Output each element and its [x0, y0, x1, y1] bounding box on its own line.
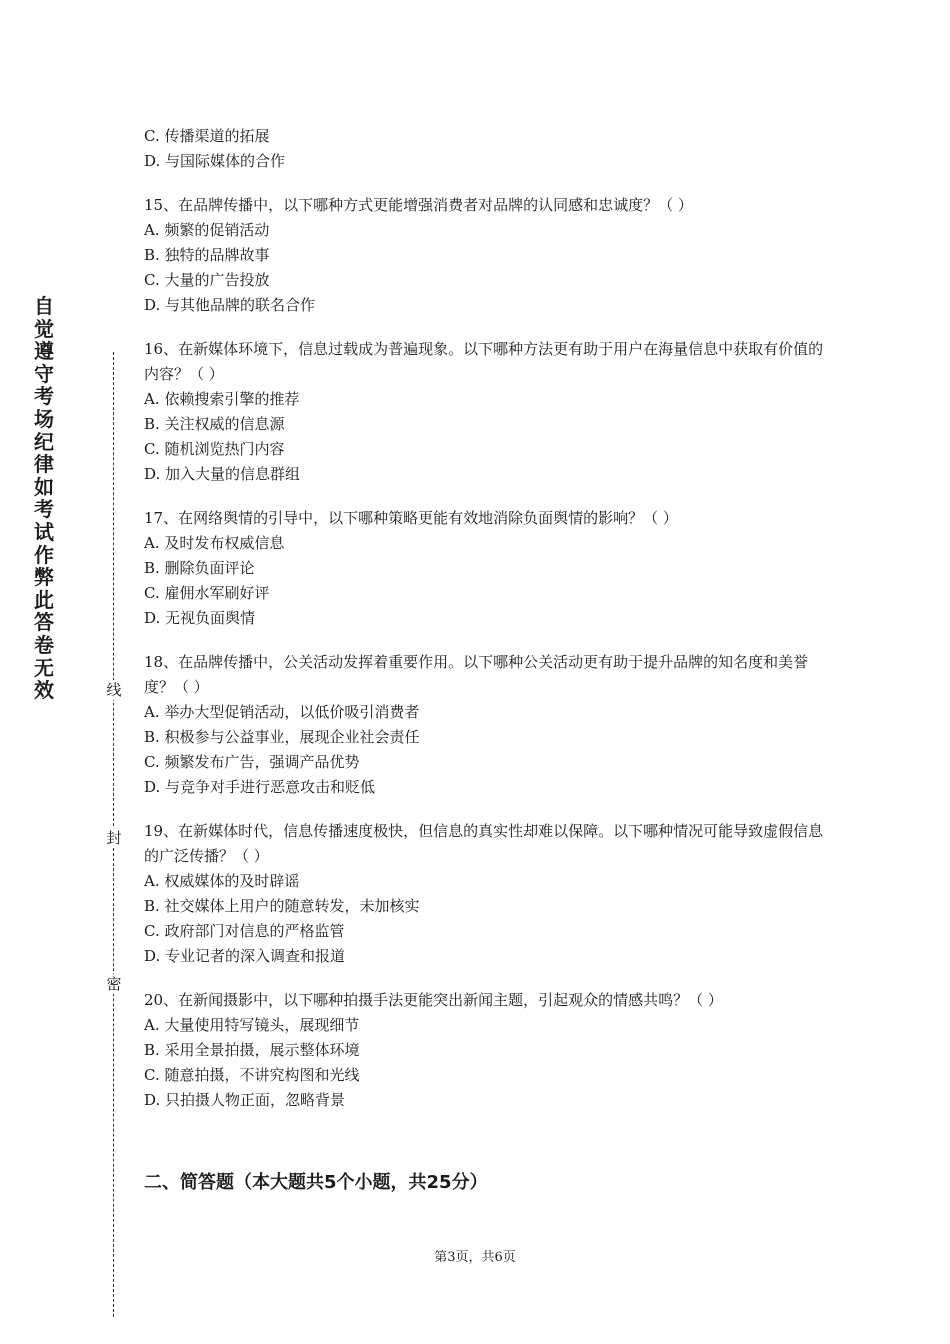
question-stem: 17、在网络舆情的引导中，以下哪种策略更能有效地消除负面舆情的影响？（ ） — [144, 509, 678, 527]
option-c: C. 大量的广告投放 — [144, 271, 270, 289]
exam-rules-vertical-text — [29, 295, 59, 702]
option-a: A. 依赖搜索引擎的推荐 — [144, 390, 300, 408]
option-a: A. 及时发布权威信息 — [144, 534, 285, 552]
question-list — [144, 124, 824, 1132]
option-d: D. 只拍摄人物正面，忽略背景 — [144, 1091, 346, 1109]
question-stem: 18、在品牌传播中，公关活动发挥着重要作用。以下哪种公关活动更有助于提升品牌的知名度和美誉度？（ ） — [144, 653, 809, 696]
option-a: A. 举办大型促销活动，以低价吸引消费者 — [144, 703, 420, 721]
option-a: A. 大量使用特写镜头，展现细节 — [144, 1016, 360, 1034]
exam-rules-char: 此 — [34, 587, 54, 612]
exam-rules-char: 守 — [34, 361, 54, 386]
question-14-tail — [144, 124, 824, 174]
exam-rules-char: 考 — [34, 384, 54, 409]
question-stem: 19、在新媒体时代，信息传播速度极快，但信息的真实性却难以保障。以下哪种情况可能导致虚假信息的广泛传播？（ ） — [144, 822, 824, 865]
exam-rules-char: 觉 — [34, 316, 54, 341]
option-c: C. 雇佣水军刷好评 — [144, 584, 270, 602]
section-title-short-answer: 二、简答题（本大题共5个小题，共25分） — [144, 1172, 488, 1193]
exam-rules-char: 如 — [34, 474, 54, 499]
option-b: B. 删除负面评论 — [144, 559, 255, 577]
question-18 — [144, 650, 824, 800]
exam-rules-char: 纪 — [34, 429, 54, 454]
exam-rules-char: 答 — [34, 610, 54, 635]
binding-mark-seal: 封 — [104, 828, 124, 848]
exam-rules-char: 效 — [34, 678, 54, 703]
question-20 — [144, 988, 824, 1113]
exam-rules-char: 卷 — [34, 632, 54, 657]
option-d: D. 与竞争对手进行恶意攻击和贬低 — [144, 778, 376, 796]
exam-rules-char: 无 — [34, 655, 54, 680]
option-c: C. 频繁发布广告，强调产品优势 — [144, 753, 360, 771]
option-14-d: D. 与国际媒体的合作 — [144, 152, 286, 170]
option-c: C. 随机浏览热门内容 — [144, 440, 285, 458]
question-17 — [144, 506, 824, 631]
option-a: A. 权威媒体的及时辟谣 — [144, 872, 300, 890]
option-b: B. 采用全景拍摄，展示整体环境 — [144, 1041, 360, 1059]
question-19 — [144, 819, 824, 969]
option-d: D. 加入大量的信息群组 — [144, 465, 301, 483]
question-stem: 16、在新媒体环境下，信息过载成为普遍现象。以下哪种方法更有助于用户在海量信息中获取有价值的内容？（ ） — [144, 340, 824, 383]
binding-mark-secret: 密 — [104, 974, 124, 994]
option-b: B. 社交媒体上用户的随意转发，未加核实 — [144, 897, 420, 915]
option-d: D. 专业记者的深入调查和报道 — [144, 947, 346, 965]
option-14-c: C. 传播渠道的拓展 — [144, 127, 270, 145]
option-c: C. 随意拍摄，不讲究构图和光线 — [144, 1066, 360, 1084]
option-b: B. 积极参与公益事业，展现企业社会责任 — [144, 728, 420, 746]
question-stem: 15、在品牌传播中，以下哪种方式更能增强消费者对品牌的认同感和忠诚度？（ ） — [144, 196, 693, 214]
exam-rules-char: 作 — [34, 542, 54, 567]
option-b: B. 独特的品牌故事 — [144, 246, 270, 264]
option-b: B. 关注权威的信息源 — [144, 415, 285, 433]
exam-rules-char: 场 — [34, 406, 54, 431]
option-d: D. 与其他品牌的联名合作 — [144, 296, 316, 314]
exam-rules-char: 律 — [34, 452, 54, 477]
question-stem: 20、在新闻摄影中，以下哪种拍摄手法更能突出新闻主题，引起观众的情感共鸣？（ ） — [144, 991, 723, 1009]
binding-mark-line: 线 — [104, 680, 124, 700]
exam-rules-char: 试 — [34, 519, 54, 544]
page-number-footer: 第3页，共6页 — [434, 1250, 516, 1265]
exam-rules-char: 考 — [34, 497, 54, 522]
exam-rules-char: 自 — [34, 294, 54, 318]
exam-rules-char: 遵 — [34, 339, 54, 364]
question-15 — [144, 193, 824, 318]
option-c: C. 政府部门对信息的严格监管 — [144, 922, 345, 940]
option-a: A. 频繁的促销活动 — [144, 221, 270, 239]
option-d: D. 无视负面舆情 — [144, 609, 256, 627]
exam-rules-char: 弊 — [34, 565, 54, 590]
question-16 — [144, 337, 824, 487]
